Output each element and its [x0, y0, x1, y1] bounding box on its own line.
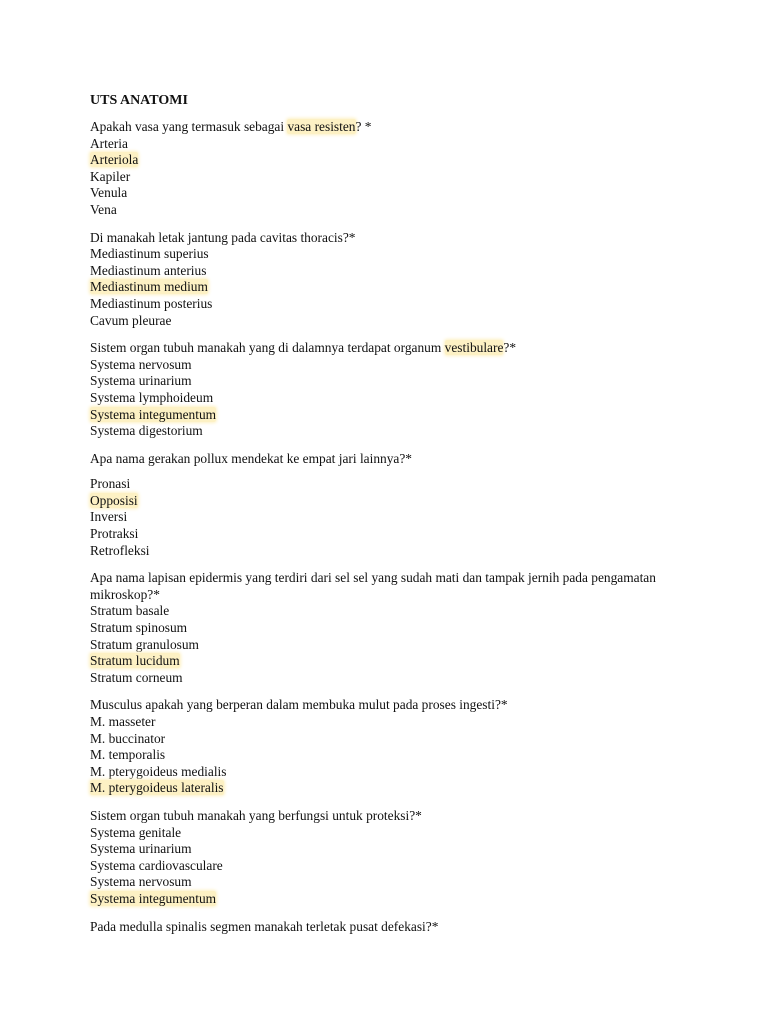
option: Arteria [90, 135, 128, 151]
option: Stratum spinosum [90, 620, 188, 636]
question-text-part: Sistem organ tubuh manakah yang di dalamnya terdapat organum [90, 340, 445, 356]
question-text: Pada medulla spinalis segmen manakah terletak pusat defekasi?* [90, 918, 439, 934]
option: Kapiler [90, 168, 131, 184]
question-3 [90, 340, 710, 440]
option: Stratum granulosum [90, 636, 199, 652]
question-5 [90, 570, 710, 686]
question-8 [90, 919, 710, 936]
highlighted-term: vasa resisten [287, 119, 356, 134]
option-answer: Opposisi [90, 492, 138, 508]
option: Stratum corneum [90, 669, 183, 685]
question-text-part: ?* [503, 340, 517, 356]
option: M. temporalis [90, 747, 166, 763]
option: Systema urinarium [90, 373, 192, 389]
option: Mediastinum posterius [90, 295, 213, 311]
page-title: UTS ANATOMI [90, 93, 188, 108]
question-1 [90, 119, 710, 219]
option: M. masseter [90, 714, 156, 729]
option-answer: M. pterygoideus lateralis [90, 780, 224, 796]
option: Systema cardiovasculare [90, 857, 223, 873]
option-answer: Mediastinum medium [90, 279, 208, 295]
option: M. pterygoideus medialis [90, 763, 227, 779]
question-text: Apa nama lapisan epidermis yang terdiri dari sel sel yang sudah mati dan tampak jernih pada pengamatan mikroskop?* [90, 570, 656, 602]
option: Cavum pleurae [90, 312, 172, 328]
option: Inversi [90, 509, 128, 525]
option: Systema genitale [90, 824, 182, 840]
question-text: Di manakah letak jantung pada cavitas thoracis?* [90, 229, 356, 245]
option: Mediastinum anterius [90, 262, 207, 278]
option: Retrofleksi [90, 542, 150, 558]
question-text: Sistem organ tubuh manakah yang berfungsi untuk proteksi?* [90, 807, 422, 823]
option: Mediastinum superius [90, 246, 209, 262]
question-text: Apa nama gerakan pollux mendekat ke empat jari lainnya?* [90, 450, 412, 466]
option: Systema nervosum [90, 874, 192, 890]
option: Vena [90, 201, 117, 217]
option: Systema urinarium [90, 841, 192, 857]
option: Systema nervosum [90, 356, 192, 372]
option-answer: Arteriola [90, 152, 139, 168]
question-text [90, 119, 710, 136]
question-text [90, 340, 710, 357]
highlighted-term: vestibulare [444, 340, 504, 356]
question-text-part: ? * [355, 119, 372, 134]
option: Protraksi [90, 526, 139, 542]
option-answer: Systema integumentum [90, 406, 217, 422]
question-2 [90, 230, 710, 330]
question-7 [90, 808, 710, 908]
document-page [90, 91, 710, 946]
spacer [90, 467, 710, 476]
option: Venula [90, 185, 128, 201]
question-text-part: Apakah vasa yang termasuk sebagai [90, 119, 288, 134]
option: M. buccinator [90, 730, 166, 746]
question-4 [90, 451, 710, 560]
option: Systema digestorium [90, 423, 203, 439]
option: Pronasi [90, 476, 131, 492]
option-answer: Stratum lucidum [90, 653, 180, 669]
option: Systema lymphoideum [90, 389, 214, 405]
question-text: Musculus apakah yang berperan dalam membuka mulut pada proses ingesti?* [90, 697, 508, 713]
question-6 [90, 697, 710, 797]
option-answer: Systema integumentum [90, 890, 217, 906]
option: Stratum basale [90, 603, 170, 619]
